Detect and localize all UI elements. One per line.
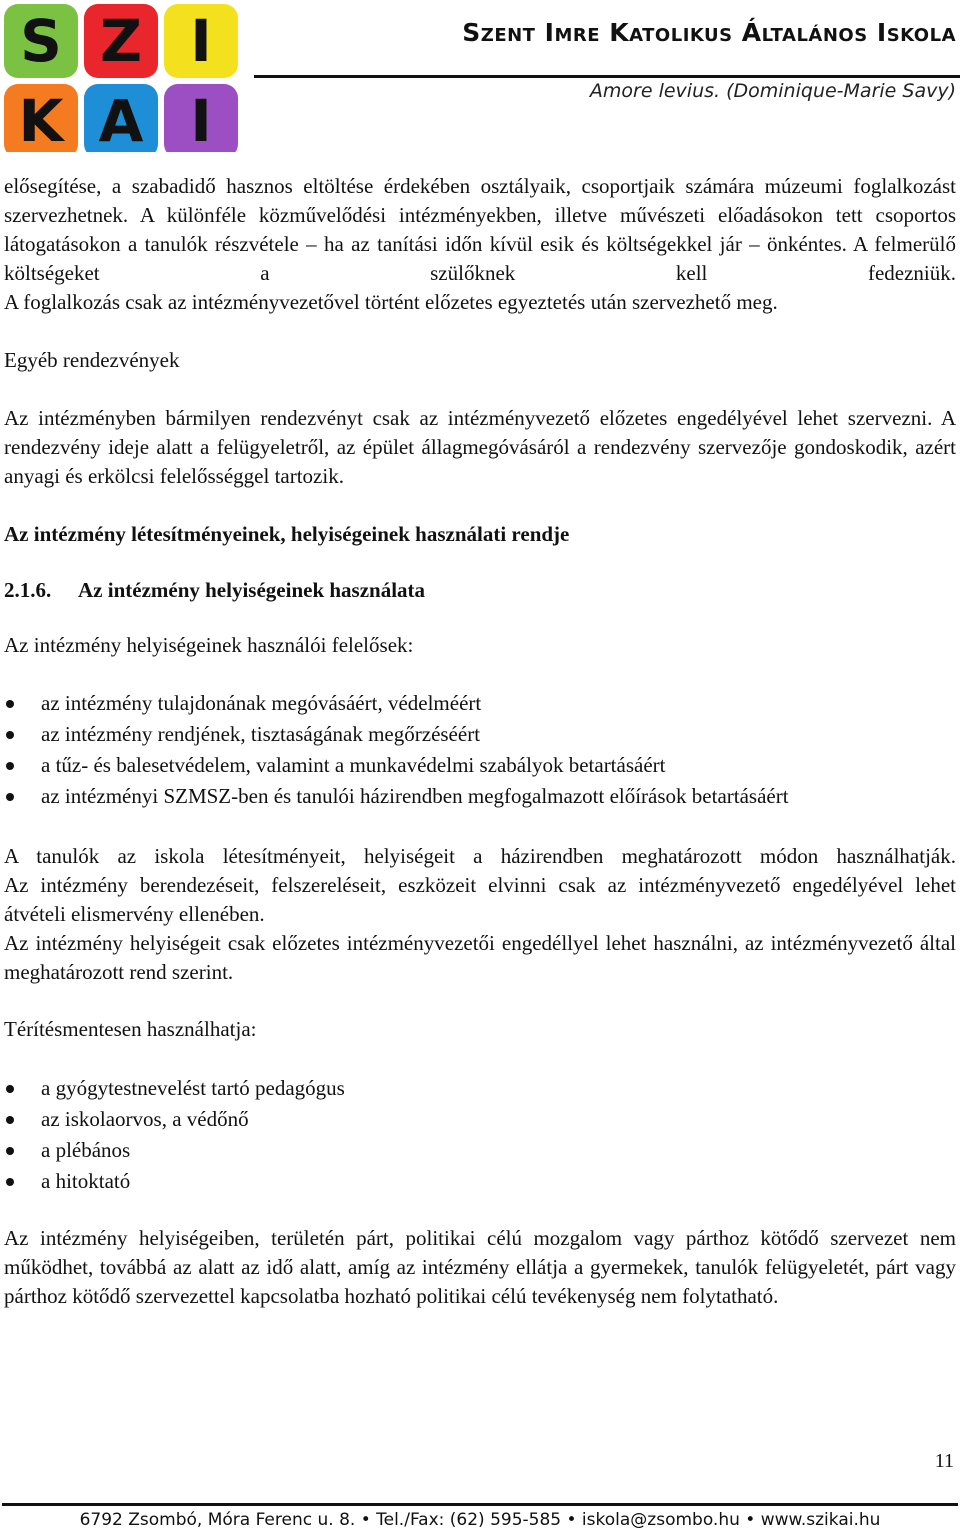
school-motto: Amore levius. (Dominique-Marie Savy) [589,80,956,102]
szikai-logo-icon [2,2,242,152]
logo-tile [84,84,158,152]
section-number: 2.1.6. [4,578,52,602]
logo-letter: Z [99,7,143,75]
section-title: Az intézmény helyiségeinek használata [78,578,426,602]
logo-letter: I [190,87,212,152]
list-responsibilities [4,688,956,812]
list-item: a hitoktató [4,1166,956,1197]
logo-letter: I [190,7,212,75]
list-item: a plébános [4,1135,956,1166]
footer-contact: 6792 Zsombó, Móra Ferenc u. 8. • Tel./Fax: (62) 595-585 • iskola@zsombo.hu • www.szikai.hu [79,1510,881,1530]
logo-letter: K [18,87,64,152]
list-item: az intézményi SZMSZ-ben és tanulói házirendben megfogalmazott előírások betartásáért [4,781,956,812]
logo-letter: A [98,87,144,152]
logo-tile [164,4,238,78]
document-body [4,172,956,1311]
paragraph-text: A tanulók az iskola létesítményeit, helyiségeit a házirendben meghatározott módon használhatják. [4,844,956,868]
list-item: a tűz- és balesetvédelem, valamint a munkavédelmi szabályok betartásáért [4,750,956,781]
logo-tile [4,84,78,152]
list-item: az iskolaorvos, a védőnő [4,1104,956,1135]
paragraph-museum-tail [4,172,956,288]
heading-other-events: Egyéb rendezvények [4,348,180,372]
paragraph-students-use [4,842,956,871]
paragraph-free-use: Térítésmentesen használhatja: [4,1017,257,1041]
heading-facilities: Az intézmény létesítményeinek, helyiségeinek használati rendje [4,522,570,546]
list-item: az intézmény rendjének, tisztaságának megőrzéséért [4,719,956,750]
list-free-users [4,1073,956,1197]
page-number: 11 [934,1450,954,1472]
school-logo [2,2,242,152]
logo-letter: S [20,7,62,75]
school-title: Szent Imre Katolikus Általános Iskola [462,18,956,47]
paragraph-rooms-permission: Az intézmény helyiségeit csak előzetes intézményvezetői engedéllyel lehet használni, az intézményvezető által meghatározott rend szerint. [4,931,956,984]
logo-tile [84,4,158,78]
footer-divider [2,1503,958,1506]
paragraph-equipment: Az intézmény berendezéseit, felszereléseit, eszközeit elvinni csak az intézményvezető engedélyével lehet átvételi elismervény ellenében. [4,873,956,926]
paragraph-users-responsible: Az intézmény helyiségeinek használói felelősek: [4,633,414,657]
paragraph-text: elősegítése, a szabadidő hasznos eltöltése érdekében osztályaik, csoportjaik számára múzeumi foglalkozást szervezhetnek. A különféle közművelődési intézményekben, illetve művészeti előadásokon tett csoportos látogatásokon a tanulók részvétele – ha az tanítási időn kívül esik és költségekkel jár – önkéntes. A felmerülő költségeket a szülőknek kell fedezniük. [4,174,956,285]
logo-tile [164,84,238,152]
list-item: az intézmény tulajdonának megóvásáért, védelméért [4,688,956,719]
paragraph-events: Az intézményben bármilyen rendezvényt csak az intézményvezető előzetes engedélyével lehet szervezni. A rendezvény ideje alatt a felügyeletről, az épület állagmegóvásáról a rendezvény szervezője gondoskodik, azért anyagi és erkölcsi felelősséggel tartozik. [4,406,956,488]
paragraph-political: Az intézmény helyiségeiben, területén párt, politikai célú mozgalom vagy párthoz kötődő szervezet nem működhet, továbbá az alatt az idő alatt, amíg az intézmény ellátja a gyermekek, tanulók felügyeletét, párt vagy párthoz kötődő szervezettel kapcsolatba hozható politikai célú tevékenység nem folytatható. [4,1226,956,1308]
logo-tile [4,4,78,78]
list-item: a gyógytestnevelést tartó pedagógus [4,1073,956,1104]
section-heading [4,576,956,605]
header-divider [254,75,960,78]
paragraph-preparation: A foglalkozás csak az intézményvezetővel történt előzetes egyeztetés után szervezhető meg. [4,290,778,314]
